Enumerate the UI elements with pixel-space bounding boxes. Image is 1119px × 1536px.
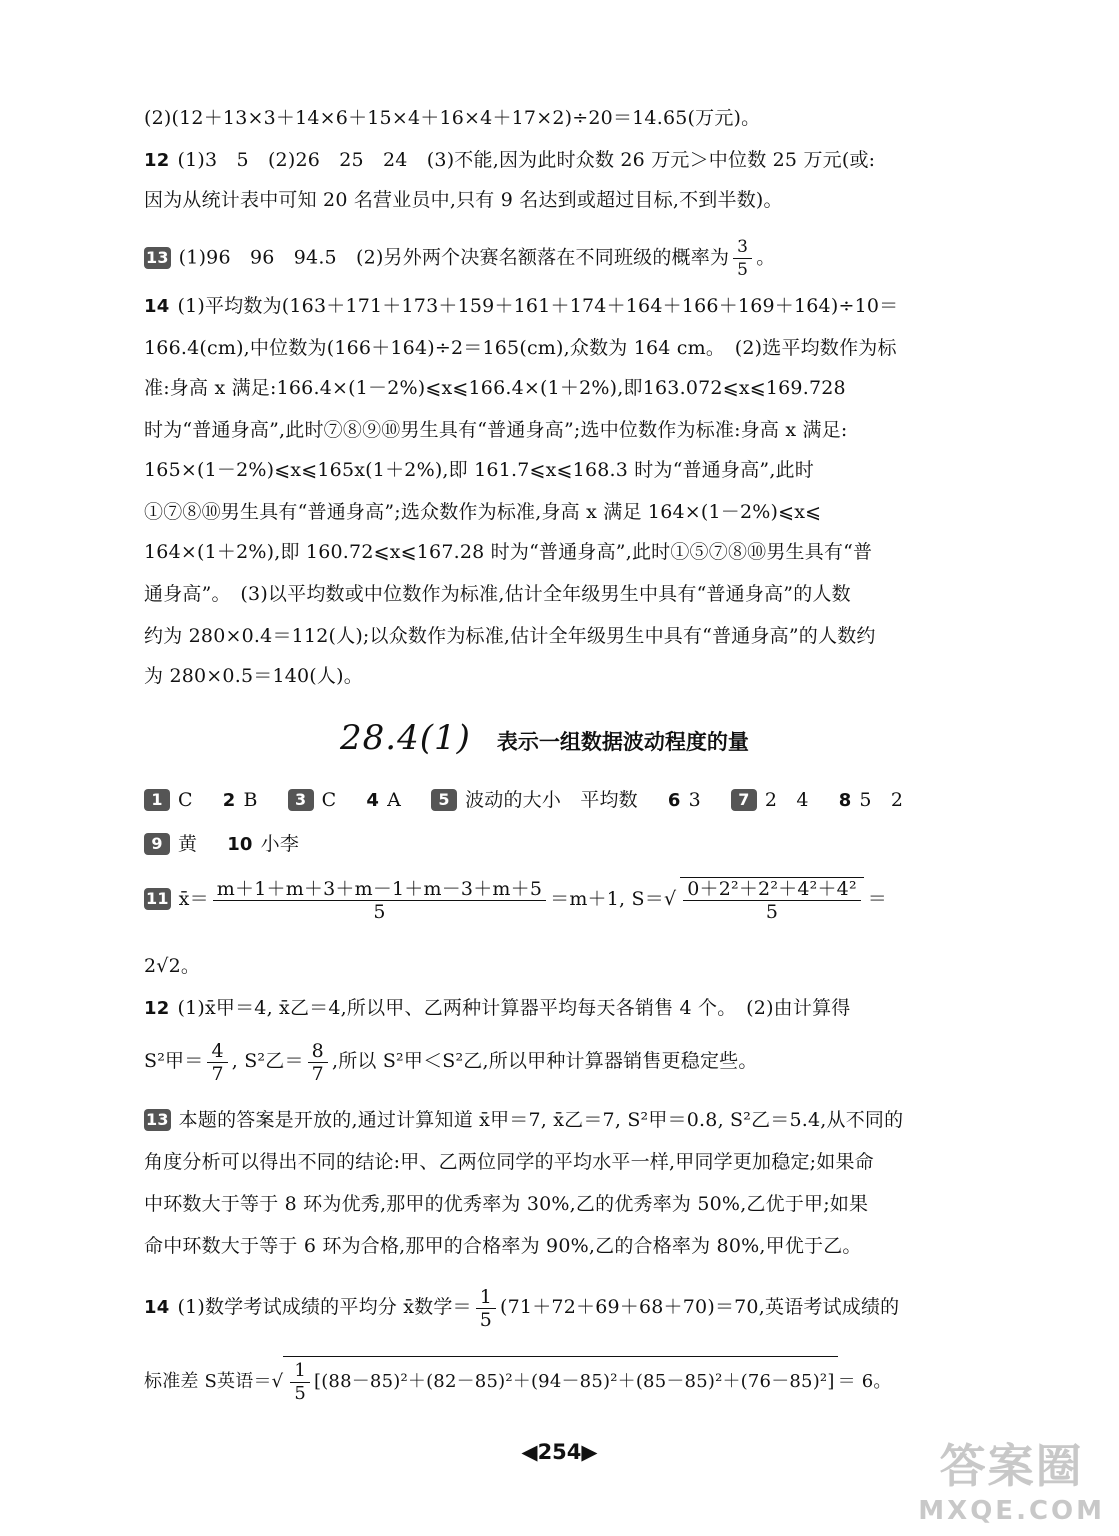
- question-number: 10: [227, 834, 253, 855]
- answer-text: (1)平均数为(163＋171＋173＋159＋161＋174＋164＋166＋169＋164)÷10＝: [177, 295, 899, 317]
- section-title: 表示一组数据波动程度的量: [496, 730, 749, 754]
- answer-line: 13 (1)96 96 94.5 (2)另外两个决赛名额落在不同班级的概率为 $\frac{3}{5}$ 。: [146, 237, 776, 280]
- answer-text: 本题的答案是开放的,通过计算知道 x̄甲＝7, x̄乙＝7, S²甲＝0.8, S²乙＝5.4,从不同的: [178, 1109, 904, 1131]
- short-answers-row: 1 C 2 B 3 C 4 A 5 波动的大小 平均数 6 3 7 2 4 8 5 2: [144, 786, 1021, 815]
- question-number: 12: [144, 150, 170, 171]
- question-number: 6: [667, 790, 681, 811]
- question-number: 11: [146, 889, 169, 908]
- answer-text: (1)x̄甲＝4, x̄乙＝4,所以甲、乙两种计算器平均每天各销售 4 个。 (2)由计算得: [177, 997, 851, 1019]
- question-number: 7: [731, 789, 757, 811]
- answer-line: [144, 292, 1021, 321]
- answer-line: 为 280×0.5＝140(人)。: [144, 665, 363, 687]
- answer-line: 中环数大于等于 8 环为优秀,那甲的优秀率为 30%,乙的优秀率为 50%,乙优于甲;如果: [144, 1193, 869, 1215]
- section-heading: [340, 718, 749, 758]
- question-number: 14: [144, 1297, 170, 1318]
- question-number: 5: [431, 789, 457, 811]
- answer-line: 因为从统计表中可知 20 名营业员中,只有 9 名达到或超过目标,不到半数)。: [144, 189, 783, 211]
- question-number: 13: [146, 1110, 169, 1129]
- page-number: ◀254▶: [521, 1440, 598, 1464]
- watermark-logo: 答案圈 MXQE.COM: [918, 1439, 1105, 1526]
- answer-line: 14 (1)数学考试成绩的平均分 x̄数学＝ $\frac{1}{5}$ (71＋72＋69＋68＋70)＝70,英语考试成绩的: [144, 1282, 1021, 1333]
- answer-line: 通身高”。 (3)以平均数或中位数作为标准,估计全年级男生中具有“普通身高”的人数: [144, 583, 851, 605]
- question-number: 1: [144, 789, 170, 811]
- answer-line: 11 x̄＝ $\frac{m+1+m+3+m-1+m-3+m+5}{5}$ ＝m＋1, S＝√ $\frac{\text{0＋2²＋2²＋4²＋4²}}{5}$ ＝: [146, 877, 887, 923]
- fraction: $\frac{4}{7}$: [207, 1040, 227, 1085]
- answer-line: 164×(1＋2%),即 160.72⩽x⩽167.28 时为“普通身高”,此时①⑤⑦⑧⑩男生具有“普: [144, 541, 873, 563]
- fraction: $\frac{1}{5}$: [290, 1360, 310, 1405]
- answer-text: (1)96 96 94.5 (2)另外两个决赛名额落在不同班级的概率为: [178, 246, 730, 269]
- answer-line: ①⑦⑧⑩男生具有“普通身高”;选众数作为标准,身高 x 满足 164×(1－2%)⩽x⩽: [144, 501, 822, 523]
- answer-line: 2√2。: [144, 955, 201, 977]
- question-number: 14: [144, 296, 170, 317]
- answer-line: [144, 994, 1021, 1023]
- question-number: 3: [288, 789, 314, 811]
- answer-text: (1)3 5 (2)26 25 24 (3)不能,因为此时众数 26 万元＞中位数 25 万元(或:: [177, 149, 876, 171]
- fraction: $\frac{m+1+m+3+m-1+m-3+m+5}{5}$: [213, 878, 546, 923]
- question-number: 9: [144, 833, 170, 855]
- short-answers-row: 9 黄 10 小李: [144, 830, 1021, 859]
- answer-line: 165×(1－2%)⩽x⩽165x(1＋2%),即 161.7⩽x⩽168.3 时为“普通身高”,此时: [144, 459, 814, 481]
- question-number: 2: [222, 790, 236, 811]
- answer-line: S²甲＝ $\frac{4}{7}$ , S²乙＝ $\frac{8}{7}$ ,所以 S²甲＜S²乙,所以甲种计算器销售更稳定些。: [144, 1039, 758, 1085]
- fraction: $\frac{1}{5}$: [476, 1286, 496, 1331]
- question-number: 13: [146, 247, 169, 267]
- question-number: 4: [366, 790, 380, 811]
- sqrt-fraction: $\frac{\text{0＋2²＋2²＋4²＋4²}}{5}$: [680, 877, 864, 923]
- answer-line: (2)(12＋13×3＋14×6＋15×4＋16×4＋17×2)÷20＝14.65(万元)。: [144, 107, 761, 129]
- fraction: $\frac{3}{5}$: [733, 236, 752, 281]
- fraction: $\frac{8}{7}$: [308, 1040, 328, 1085]
- answer-line: [144, 146, 1021, 175]
- answer-line: 角度分析可以得出不同的结论:甲、乙两位同学的平均水平一样,甲同学更加稳定;如果命: [144, 1151, 874, 1173]
- answer-line: 准:身高 x 满足:166.4×(1－2%)⩽x⩽166.4×(1＋2%),即163.072⩽x⩽169.728: [144, 377, 846, 399]
- answer-line: 命中环数大于等于 6 环为合格,那甲的合格率为 90%,乙的合格率为 80%,甲优于乙。: [144, 1235, 862, 1257]
- answer-line: 标准差 S英语＝√ $\frac{1}{5}$ [(88－85)²＋(82－85)²＋(94－85)²＋(85－85)²＋(76－85)²] ＝ 6。: [144, 1356, 1021, 1407]
- question-number: 12: [144, 998, 170, 1019]
- answer-line: 时为“普通身高”,此时⑦⑧⑨⑩男生具有“普通身高”;选中位数作为标准:身高 x 满足:: [144, 419, 848, 441]
- answer-line: 约为 280×0.4＝112(人);以众数作为标准,估计全年级男生中具有“普通身高”的人数约: [144, 625, 876, 647]
- question-number: 8: [838, 790, 852, 811]
- answer-line: [144, 1106, 1021, 1134]
- answer-line: 166.4(cm),中位数为(166＋164)÷2＝165(cm),众数为 164 cm。 (2)选平均数作为标: [144, 337, 897, 359]
- section-number: 28.4(1): [340, 718, 471, 758]
